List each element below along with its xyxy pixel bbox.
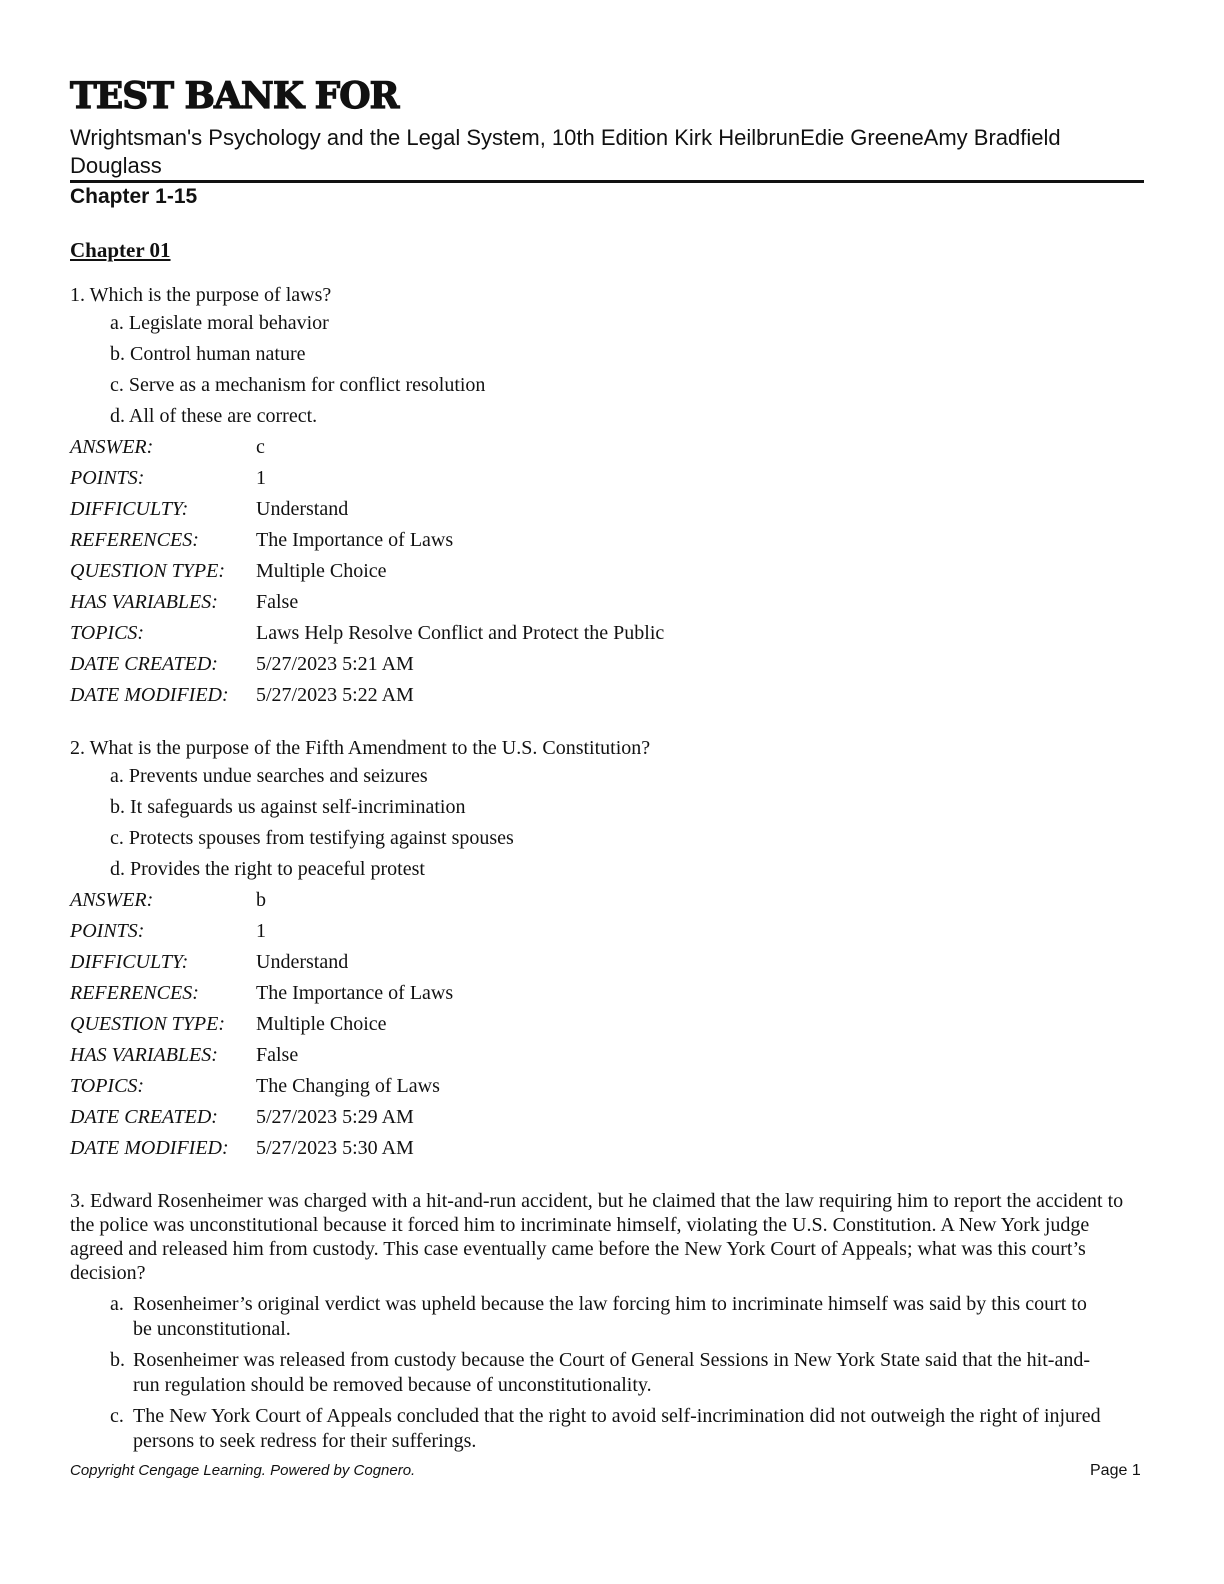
meta-label: QUESTION TYPE: <box>70 1013 226 1035</box>
meta-references <box>70 528 664 559</box>
meta-label: HAS VARIABLES: <box>70 591 218 613</box>
meta-value: The Importance of Laws <box>256 982 454 1004</box>
choice-letter: a. <box>110 1293 124 1315</box>
meta-value: 1 <box>256 920 266 942</box>
choice-b: b. It safeguards us against self-incrimination <box>110 796 466 818</box>
meta-date-modified <box>70 1136 453 1167</box>
meta-topics <box>70 1074 453 1105</box>
choice-c: c. Protects spouses from testifying against spouses <box>110 827 514 849</box>
meta-label: REFERENCES: <box>70 982 199 1004</box>
meta-value: Understand <box>256 498 349 520</box>
meta-label: TOPICS: <box>70 1075 145 1097</box>
meta-difficulty <box>70 950 453 981</box>
doc-subtitle: Wrightsman's Psychology and the Legal System, 10th Edition Kirk HeilbrunEdie GreeneAmy Bradfield Douglass <box>70 125 1061 178</box>
choice-b <box>110 1348 1110 1398</box>
meta-label: ANSWER: <box>70 436 154 458</box>
meta-topics <box>70 621 664 652</box>
choice-a: a. Prevents undue searches and seizures <box>110 765 428 787</box>
meta-value: The Importance of Laws <box>256 529 454 551</box>
meta-value: Laws Help Resolve Conflict and Protect the Public <box>256 622 665 644</box>
question-2-stem: 2. What is the purpose of the Fifth Amendment to the U.S. Constitution? <box>70 737 651 759</box>
meta-points <box>70 466 664 497</box>
meta-value: Multiple Choice <box>256 560 387 582</box>
doc-title: TEST BANK FOR <box>70 75 399 117</box>
meta-label: DIFFICULTY: <box>70 951 189 973</box>
question-1-metadata <box>70 435 664 714</box>
meta-value: 5/27/2023 5:30 AM <box>256 1137 414 1159</box>
header-divider <box>70 180 1144 183</box>
question-3-choices <box>110 1292 1110 1460</box>
meta-question-type <box>70 559 664 590</box>
choice-a <box>110 1292 1110 1342</box>
meta-label: REFERENCES: <box>70 529 199 551</box>
chapter-range: Chapter 1-15 <box>70 185 198 208</box>
question-3-stem: 3. Edward Rosenheimer was charged with a hit-and-run accident, but he claimed that the law requiring him to report the accident to the police was unconstitutional because it forced him to incriminate himself, violating the U.S. Constitution. A New York judge agreed and released him from custody. This case eventually came before the New York Court of Appeals; what was this court’s decision? <box>70 1190 1124 1284</box>
meta-value: Multiple Choice <box>256 1013 387 1035</box>
meta-points <box>70 919 453 950</box>
meta-has-variables <box>70 590 664 621</box>
meta-value: c <box>256 436 265 458</box>
meta-value: False <box>256 591 299 613</box>
choice-letter: b. <box>110 1349 125 1371</box>
choice-a: a. Legislate moral behavior <box>110 312 329 334</box>
meta-label: POINTS: <box>70 467 145 489</box>
meta-value: 5/27/2023 5:29 AM <box>256 1106 414 1128</box>
meta-references <box>70 981 453 1012</box>
choice-c <box>110 1404 1110 1454</box>
meta-label: TOPICS: <box>70 622 145 644</box>
meta-date-created <box>70 652 664 683</box>
meta-date-modified <box>70 683 664 714</box>
meta-answer <box>70 888 453 919</box>
meta-has-variables <box>70 1043 453 1074</box>
meta-value: 5/27/2023 5:22 AM <box>256 684 414 706</box>
question-1-stem: 1. Which is the purpose of laws? <box>70 284 332 306</box>
meta-difficulty <box>70 497 664 528</box>
meta-label: DATE CREATED: <box>70 653 218 675</box>
choice-d: d. Provides the right to peaceful protest <box>110 858 425 880</box>
choice-text: Rosenheimer was released from custody because the Court of General Sessions in New York State said that the hit-and-run regulation should be removed because of unconstitutionality. <box>133 1349 1090 1396</box>
question-2-choices <box>110 764 514 888</box>
meta-label: HAS VARIABLES: <box>70 1044 218 1066</box>
meta-value: Understand <box>256 951 349 973</box>
choice-d: d. All of these are correct. <box>110 405 318 427</box>
choice-letter: c. <box>110 1405 124 1427</box>
meta-label: POINTS: <box>70 920 145 942</box>
chapter-heading: Chapter 01 <box>70 238 171 262</box>
meta-label: DATE CREATED: <box>70 1106 218 1128</box>
meta-value: 1 <box>256 467 266 489</box>
meta-question-type <box>70 1012 453 1043</box>
meta-label: DATE MODIFIED: <box>70 1137 229 1159</box>
meta-label: ANSWER: <box>70 889 154 911</box>
meta-value: The Changing of Laws <box>256 1075 440 1097</box>
choice-text: Rosenheimer’s original verdict was upheld because the law forcing him to incriminate himself was said by this court to be unconstitutional. <box>133 1293 1087 1340</box>
choice-c: c. Serve as a mechanism for conflict resolution <box>110 374 486 396</box>
question-1-choices <box>110 311 485 435</box>
meta-answer <box>70 435 664 466</box>
meta-label: QUESTION TYPE: <box>70 560 226 582</box>
choice-b: b. Control human nature <box>110 343 306 365</box>
footer-page-number: Page 1 <box>1090 1462 1141 1479</box>
meta-value: b <box>256 889 266 911</box>
meta-value: False <box>256 1044 299 1066</box>
meta-date-created <box>70 1105 453 1136</box>
meta-label: DATE MODIFIED: <box>70 684 229 706</box>
question-2-metadata <box>70 888 453 1167</box>
choice-text: The New York Court of Appeals concluded that the right to avoid self-incrimination did not outweigh the right of injured persons to seek redress for their sufferings. <box>133 1405 1101 1452</box>
meta-value: 5/27/2023 5:21 AM <box>256 653 414 675</box>
meta-label: DIFFICULTY: <box>70 498 189 520</box>
footer-copyright: Copyright Cengage Learning. Powered by Cognero. <box>70 1462 416 1479</box>
